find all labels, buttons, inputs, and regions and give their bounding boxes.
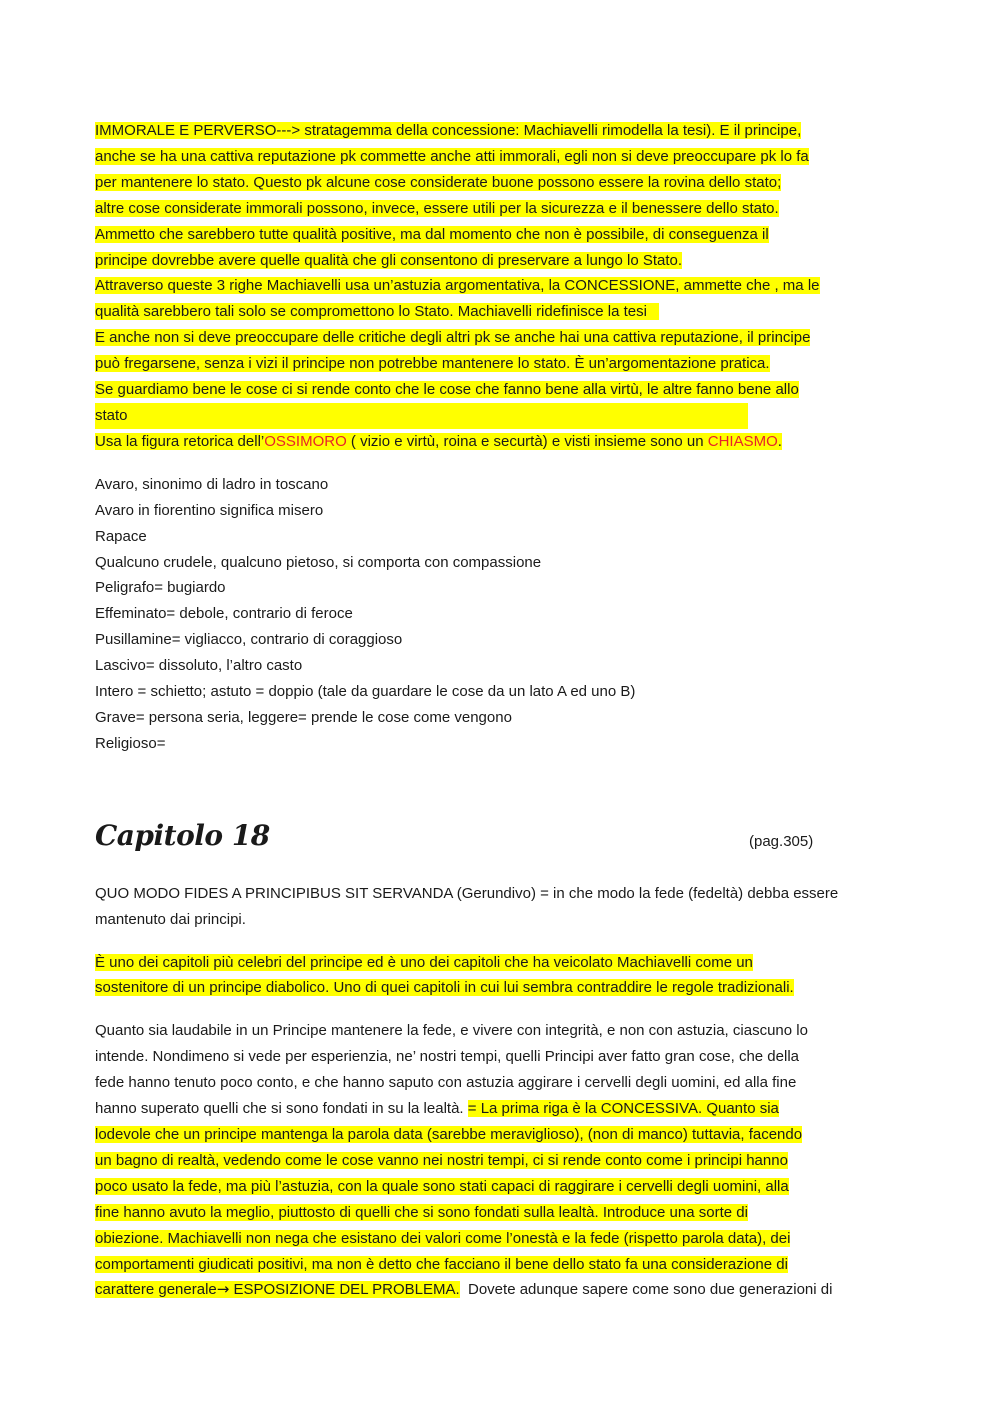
term-chiasmo: CHIASMO	[707, 432, 778, 450]
vocabulary-item: Avaro, sinonimo di ladro in toscano	[95, 475, 329, 493]
chapter-title: Capitolo 18	[95, 818, 270, 852]
intro-line: È uno dei capitoli più celebri del principe ed è uno dei capitoli che ha veicolato Machiavelli come un	[95, 953, 753, 971]
latin-title-line: QUO MODO FIDES A PRINCIPIBUS SIT SERVANDA (Gerundivo) = in che modo la fede (fedeltà) debba essere	[95, 884, 839, 902]
chapter-intro-highlight	[95, 950, 910, 1002]
latin-title-line: mantenuto dai principi.	[95, 910, 246, 928]
vocabulary-item: Pusillamine= vigliacco, contrario di coraggioso	[95, 631, 403, 649]
quote-line: Dovete adunque sapere come sono due generazioni di	[459, 1281, 833, 1299]
vocabulary-item: Qualcuno crudele, qualcuno pietoso, si comporta con compassione	[95, 553, 542, 571]
vocabulary-item: Religioso=	[95, 734, 166, 752]
note-line: altre cose considerate immorali possono, invece, essere utili per la sicurezza e il benessere dello stato.	[95, 199, 779, 217]
term-ossimoro: OSSIMORO	[264, 432, 347, 450]
note-line: Se guardiamo bene le cose ci si rende conto che le cose che fanno bene alla virtù, le altre fanno bene allo	[95, 381, 799, 399]
vocabulary-item: Peligrafo= bugiardo	[95, 579, 226, 597]
vocabulary-item: Intero = schietto; astuto = doppio (tale da guardare le cose da un lato A ed uno B)	[95, 683, 636, 701]
note-line: per mantenere lo stato. Questo pk alcune cose considerate buone possono essere la rovina dello stato;	[95, 173, 782, 191]
commentary-line: = La prima riga è la CONCESSIVA. Quanto sia	[467, 1100, 779, 1118]
commentary-line: un bagno di realtà, vedendo come le cose vanno nei nostri tempi, ci si rende conto come i principi hanno	[95, 1151, 788, 1169]
page-reference: (pag.305)	[749, 832, 814, 850]
commentary-line: fine hanno avuto la meglio, piuttosto di quelli che si sono fondati sulla lealtà. Introduce una sorte di	[95, 1203, 748, 1221]
commentary-line: obiezione. Machiavelli non nega che esistano dei valori come l’onestà e la fede (rispetto parola data), dei	[95, 1229, 791, 1247]
commentary-line: lodevole che un principe mantenga la parola data (sarebbe meraviglioso), (non di manco) tuttavia, facendo	[95, 1126, 803, 1143]
commentary-line: comportamenti giudicati positivi, ma non è detto che facciano il bene dello stato fa una considerazione di	[95, 1255, 788, 1273]
quote-line: intende. Nondimeno si vede per esperienzia, ne’ nostri tempi, quelli Principi aver fatto gran cose, che della	[95, 1048, 800, 1066]
commentary-text: carattere generale	[95, 1281, 217, 1299]
vocabulary-item: Grave= persona seria, leggere= prende le cose come vengono	[95, 708, 512, 726]
vocabulary-item: Lascivo= dissoluto, l’altro casto	[95, 657, 303, 675]
note-line: Attraverso queste 3 righe Machiavelli usa un’astuzia argomentativa, la CONCESSIONE, ammette che , ma le	[95, 277, 820, 295]
arrow-right-icon: →	[216, 1280, 230, 1299]
vocabulary-item: Rapace	[95, 527, 147, 545]
chapter-body	[95, 1018, 910, 1303]
note-line: stato	[95, 403, 748, 429]
quote-line: fede hanno tenuto poco conto, e che hanno saputo con astuzia aggirare i cervelli degli uomini, ed alla fine	[95, 1074, 797, 1092]
commentary-text: ESPOSIZIONE DEL PROBLEMA.	[229, 1281, 460, 1299]
document-page	[95, 118, 910, 1303]
vocabulary-item: Effeminato= debole, contrario di feroce	[95, 605, 353, 623]
note-text: ( vizio e virtù, roina e securtà) e visti insieme sono un	[346, 432, 708, 450]
quote-line: Quanto sia laudabile in un Principe mantenere la fede, e vivere con integrità, e non con astuzia, ciascuno lo	[95, 1022, 808, 1040]
quote-line: hanno superato quelli che si sono fondati in su la lealtà.	[95, 1100, 468, 1118]
note-line: Ammetto che sarebbero tutte qualità positive, ma dal momento che non è possibile, di conseguenza il	[95, 225, 769, 243]
highlighted-notes-section	[95, 118, 910, 455]
note-line: può fregarsene, senza i vizi il principe non potrebbe mantenere lo stato. È un’argomentazione pratica.	[95, 355, 770, 373]
commentary-line: poco usato la fede, ma più l’astuzia, con la quale sono stati capaci di raggirare i cervelli degli uomini, alla	[95, 1177, 789, 1195]
note-line: E anche non si deve preoccupare delle critiche degli altri pk se anche hai una cattiva reputazione, il principe	[95, 329, 811, 347]
chapter-latin-title	[95, 881, 910, 933]
note-text: .	[777, 432, 782, 450]
intro-line: sostenitore di un principe diabolico. Uno di quei capitoli in cui lui sembra contraddire le regole tradizionali.	[95, 979, 794, 997]
vocabulary-list	[95, 472, 910, 757]
note-line: anche se ha una cattiva reputazione pk commette anche atti immorali, egli non si deve preoccupare pk lo fa	[95, 147, 809, 165]
vocabulary-item: Avaro in fiorentino significa misero	[95, 501, 324, 519]
note-line: principe dovrebbe avere quelle qualità che gli consentono di preservare a lungo lo Stato.	[95, 251, 683, 269]
note-text: Usa la figura retorica dell’	[95, 432, 265, 450]
chapter-heading	[95, 819, 910, 861]
note-line-figures	[95, 433, 782, 450]
commentary-line-final	[95, 1281, 460, 1298]
note-line: qualità sarebbero tali solo se compromettono lo Stato. Machiavelli ridefinisce la tesi	[95, 303, 647, 321]
note-line: IMMORALE E PERVERSO---> stratagemma della concessione: Machiavelli rimodella la tesi). E il principe,	[95, 122, 802, 139]
